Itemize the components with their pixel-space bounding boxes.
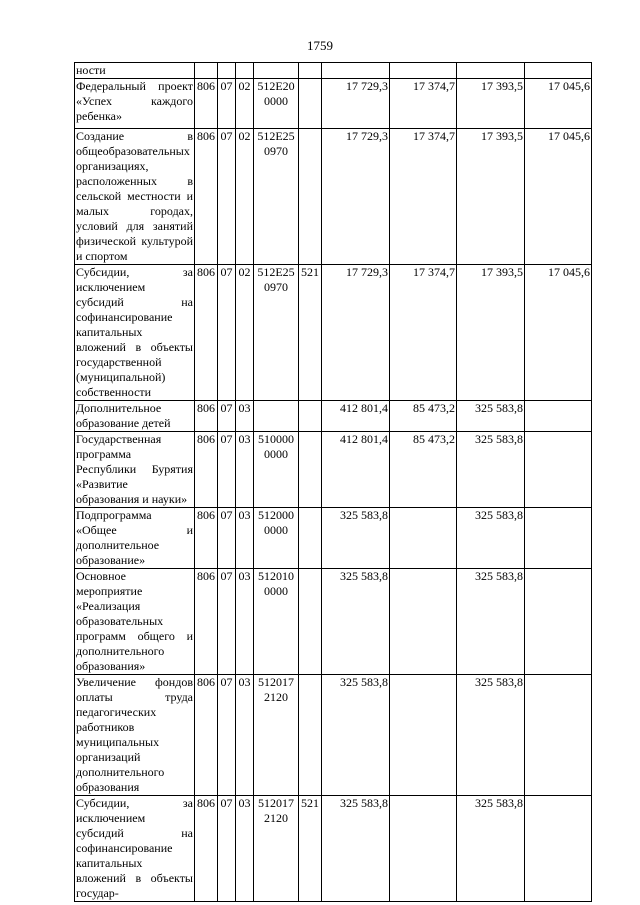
subsection-code: 03: [236, 432, 254, 508]
ministry-code: 806: [195, 129, 218, 265]
amount-col-3: 325 583,8: [457, 796, 525, 902]
amount-col-1: 325 583,8: [322, 569, 390, 675]
amount-col-2: 17 374,7: [390, 79, 457, 129]
expense-type: [299, 675, 322, 796]
target-article: 512000 0000: [254, 508, 299, 569]
amount-col-4: [525, 508, 592, 569]
amount-col-4: [525, 401, 592, 432]
amount-col-1: 412 801,4: [322, 432, 390, 508]
amount-col-4: [525, 675, 592, 796]
table-row: [75, 129, 592, 265]
amount-col-1: 325 583,8: [322, 796, 390, 902]
amount-col-2: [390, 63, 457, 79]
ministry-code: 806: [195, 432, 218, 508]
subsection-code: 03: [236, 508, 254, 569]
amount-col-3: 17 393,5: [457, 79, 525, 129]
section-code: 07: [218, 432, 236, 508]
target-article: 512E20 0000: [254, 79, 299, 129]
amount-col-3: 325 583,8: [457, 569, 525, 675]
amount-col-1: [322, 63, 390, 79]
expense-type: [299, 432, 322, 508]
subsection-code: 02: [236, 79, 254, 129]
target-article: 512017 2120: [254, 796, 299, 902]
section-code: [218, 63, 236, 79]
table-row: [75, 569, 592, 675]
subsection-code: 03: [236, 569, 254, 675]
expense-type: [299, 79, 322, 129]
expense-type: [299, 129, 322, 265]
table-row: [75, 401, 592, 432]
subsection-code: 03: [236, 796, 254, 902]
ministry-code: 806: [195, 79, 218, 129]
expense-type: [299, 63, 322, 79]
expense-type: [299, 569, 322, 675]
amount-col-4: [525, 569, 592, 675]
amount-col-3: 325 583,8: [457, 508, 525, 569]
ministry-code: 806: [195, 675, 218, 796]
table-row: [75, 675, 592, 796]
table-body: [75, 63, 592, 902]
section-code: 07: [218, 569, 236, 675]
amount-col-4: 17 045,6: [525, 265, 592, 401]
target-article: 512010 0000: [254, 569, 299, 675]
table-row: [75, 79, 592, 129]
section-code: 07: [218, 265, 236, 401]
amount-col-2: [390, 796, 457, 902]
amount-col-1: 412 801,4: [322, 401, 390, 432]
row-name: ности: [75, 63, 195, 79]
row-name: Государственная программа Республики Бурятия «Развитие образования и науки»: [76, 432, 193, 506]
amount-col-1: 17 729,3: [322, 129, 390, 265]
section-code: 07: [218, 79, 236, 129]
amount-col-2: 17 374,7: [390, 129, 457, 265]
target-article: 512E25 0970: [254, 129, 299, 265]
row-name: Основное мероприятие «Реализация образовательных программ общего и дополнительного образования»: [76, 569, 193, 673]
target-article: 512E25 0970: [254, 265, 299, 401]
section-code: 07: [218, 675, 236, 796]
section-code: 07: [218, 796, 236, 902]
ministry-code: 806: [195, 265, 218, 401]
amount-col-1: 325 583,8: [322, 675, 390, 796]
ministry-code: 806: [195, 569, 218, 675]
target-article: 510000 0000: [254, 432, 299, 508]
amount-col-4: 17 045,6: [525, 129, 592, 265]
amount-col-1: 17 729,3: [322, 265, 390, 401]
amount-col-2: [390, 508, 457, 569]
ministry-code: [195, 63, 218, 79]
amount-col-2: 85 473,2: [390, 401, 457, 432]
row-name: Федеральный проект «Успех каждого ребенка»: [75, 79, 195, 129]
target-article: [254, 63, 299, 79]
row-name: Субсидии, за исключением субсидий на софинансирование капитальных вложений в объекты государственной (муниципальной) собственности: [76, 265, 193, 399]
budget-table: [74, 62, 592, 902]
table-row: [75, 63, 592, 79]
row-name: Создание в общеобразовательных организациях, расположенных в сельской местности и малых городах, условий для занятий физической культурой и спортом: [76, 129, 193, 263]
subsection-code: 03: [236, 401, 254, 432]
table-row: [75, 265, 592, 401]
subsection-code: 03: [236, 675, 254, 796]
table-row: [75, 796, 592, 902]
amount-col-4: [525, 432, 592, 508]
table-row: [75, 508, 592, 569]
amount-col-4: 17 045,6: [525, 79, 592, 129]
ministry-code: 806: [195, 508, 218, 569]
amount-col-3: 325 583,8: [457, 432, 525, 508]
amount-col-4: [525, 796, 592, 902]
row-name: Увеличение фондов оплаты труда педагогических работников муниципальных организаций дополнительного образования: [76, 675, 193, 794]
amount-col-3: [457, 63, 525, 79]
amount-col-1: 17 729,3: [322, 79, 390, 129]
amount-col-1: 325 583,8: [322, 508, 390, 569]
row-name: Субсидии, за исключением субсидий на софинансирование капитальных вложений в объекты государ-: [76, 796, 193, 900]
ministry-code: 806: [195, 401, 218, 432]
amount-col-4: [525, 63, 592, 79]
expense-type: 521: [299, 265, 322, 401]
expense-type: 521: [299, 796, 322, 902]
subsection-code: [236, 63, 254, 79]
section-code: 07: [218, 508, 236, 569]
target-article: [254, 401, 299, 432]
subsection-code: 02: [236, 265, 254, 401]
section-code: 07: [218, 129, 236, 265]
row-name: Дополнительное образование детей: [75, 401, 195, 432]
amount-col-2: 85 473,2: [390, 432, 457, 508]
amount-col-3: 325 583,8: [457, 675, 525, 796]
row-name: Подпрограмма «Общее и дополнительное образование»: [76, 508, 193, 567]
page-number: 1759: [307, 38, 333, 53]
amount-col-2: [390, 569, 457, 675]
table-row: [75, 432, 592, 508]
section-code: 07: [218, 401, 236, 432]
target-article: 512017 2120: [254, 675, 299, 796]
expense-type: [299, 508, 322, 569]
amount-col-3: 325 583,8: [457, 401, 525, 432]
subsection-code: 02: [236, 129, 254, 265]
amount-col-3: 17 393,5: [457, 265, 525, 401]
amount-col-2: [390, 675, 457, 796]
expense-type: [299, 401, 322, 432]
amount-col-3: 17 393,5: [457, 129, 525, 265]
amount-col-2: 17 374,7: [390, 265, 457, 401]
ministry-code: 806: [195, 796, 218, 902]
